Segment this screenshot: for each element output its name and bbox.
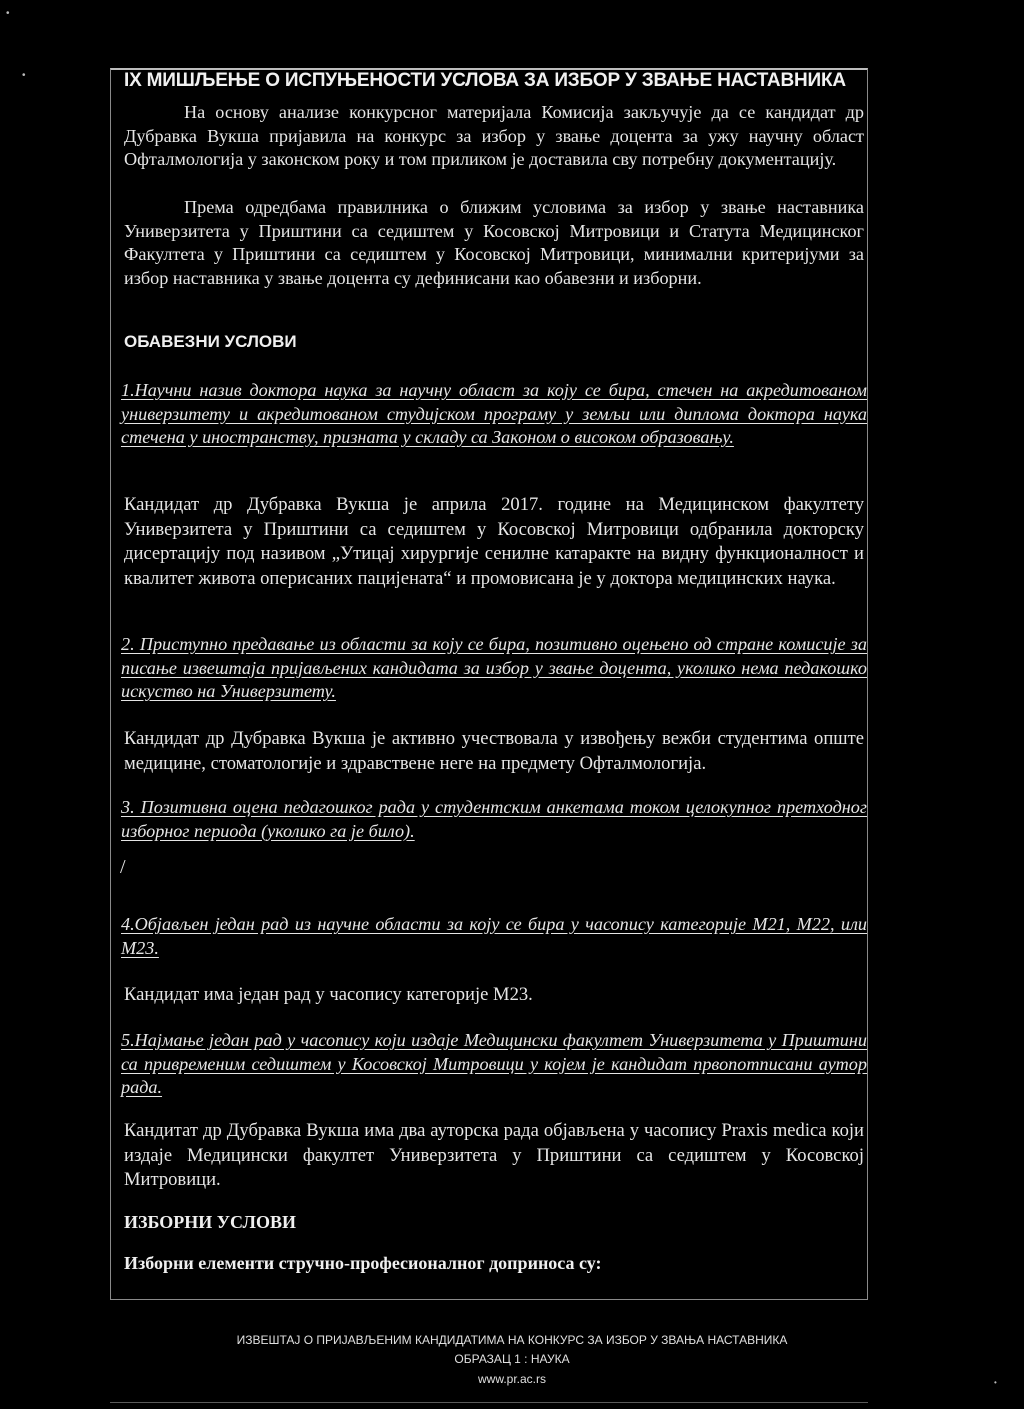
- section-title: IX МИШЉЕЊЕ О ИСПУЊЕНОСТИ УСЛОВА ЗА ИЗБОР У ЗВАЊЕ НАСТАВНИКА: [124, 70, 846, 91]
- footer-report-title: ИЗВЕШТАЈ О ПРИЈАВЉЕНИМ КАНДИДАТИМА НА КОНКУРС ЗА ИЗБОР У ЗВАЊА НАСТАВНИКА: [236, 1333, 788, 1347]
- criterion-heading-1: 1.Научни назив доктора наука за научну област за коју се бира, стечен на акредитованом универзитету и акредитованом студијском програму у земљи или диплома доктора наука стечена у иностранству, призната у складу са Законом о високом образовању.: [121, 380, 867, 447]
- criterion-answer-4: Кандидат има један рад у часопису категорије М23.: [124, 984, 533, 1005]
- footer-website: www.pr.ac.rs: [477, 1372, 546, 1386]
- mandatory-heading: ОБАВЕЗНИ УСЛОВИ: [124, 332, 297, 351]
- elective-subheading: Изборни елементи стручно-професионалног доприноса су:: [124, 1253, 602, 1273]
- criterion-answer-3: /: [120, 856, 126, 878]
- criterion-answer-2: Кандидат др Дубравка Вукша је активно учествовала у извођењу вежби студентима опште медицине, стоматологије и здравствене неге на предмету Офталмологија.: [124, 728, 864, 774]
- criterion-heading-3: 3. Позитивна оцена педагошког рада у студентским анкетама током целокупног претходног изборног периода (уколико га је било).: [121, 797, 867, 841]
- intro-paragraph: На основу анализе конкурсног материјала Комисија закључује да се кандидат др Дубравка Вукша пријавила на конкурс за избор у звање доцента за ужу научну област Офталмологија у законском року и том приликом је доставила сву потребну документацију.: [124, 102, 864, 169]
- scan-mark: •: [22, 70, 26, 81]
- elective-heading: ИЗБОРНИ УСЛОВИ: [124, 1212, 296, 1232]
- rules-paragraph: Према одредбама правилника о ближим условима за избор у звање наставника Универзитета у Приштини са седиштем у Косовској Митровици и Статута Медицинског Факултета у Приштини са седиштем у Косовској Митровици, минимални критеријуми за избор наставника у звање доцента су дефинисани као обавезни и изборни.: [124, 197, 864, 288]
- criterion-heading-4: 4.Објављен један рад из научне области за коју се бира у часопису категорије М21, М22, или М23.: [121, 914, 867, 958]
- criterion-answer-1: Кандидат др Дубравка Вукша је априла 2017. године на Медицинском факултету Универзитета у Приштини са седиштем у Косовској Митровици одбранила докторску дисертацију под називом „Утицај хирургије сенилне катаракте на видну функционалност и квалитет живота оперисаних пацијената“ и промовисана је у доктора медицинских наука.: [124, 494, 864, 589]
- bottom-rule: [110, 1402, 868, 1403]
- criterion-heading-2: 2. Приступно предавање из области за коју се бира, позитивно оцењено од стране комисије за писање извештаја пријављених кандидата за избор у звање доцента, уколико нема педакошко искуство на Универзитету.: [121, 634, 867, 701]
- scan-mark: •: [994, 1378, 997, 1387]
- footer-form-label: ОБРАЗАЦ 1 : НАУКА: [454, 1352, 570, 1366]
- scan-mark: •: [6, 8, 10, 19]
- criterion-answer-5: Кандитат др Дубравка Вукша има два ауторска рада објављена у часопису Praxis medica који издаје Медицински факултет Универзитета у Приштини са седиштем у Косовској Митровици.: [124, 1120, 864, 1190]
- criterion-heading-5: 5.Најмање један рад у часопису који издаје Медицински факултет Универзитета у Приштини са привременим седиштем у Косовској Митровици у којем је кандидат првопотписани аутор рада.: [121, 1030, 867, 1097]
